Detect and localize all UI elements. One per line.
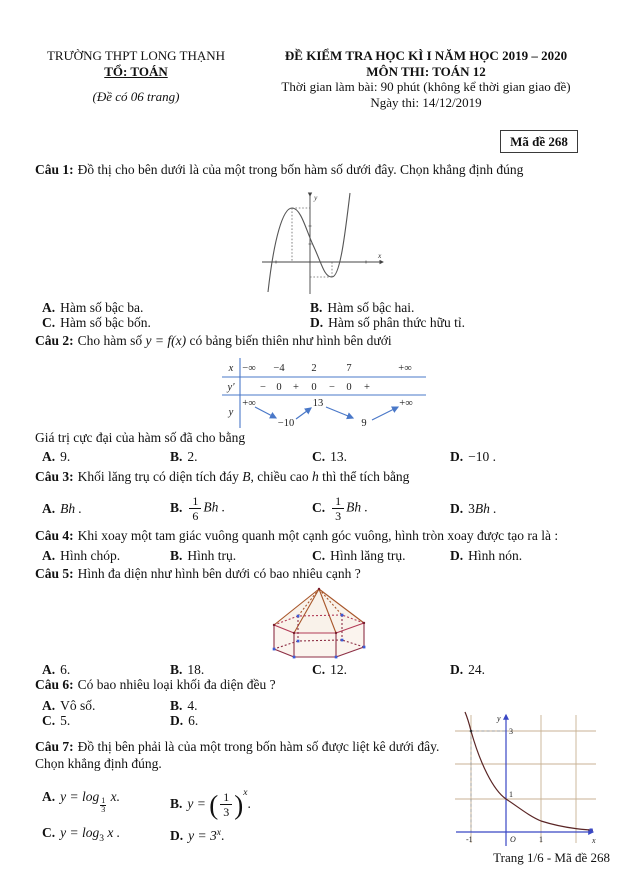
- svg-text:−: −: [329, 382, 335, 393]
- header-right: [240, 48, 612, 110]
- svg-text:+: +: [364, 382, 370, 393]
- q2-text: Câu 2: Cho hàm số y = f(x) có bảng biến thiên như hình bên dưới: [35, 333, 392, 348]
- log-base-fraction: $\frac{1}{3}$: [101, 796, 106, 814]
- q2-option-b: B. 2.: [170, 449, 198, 464]
- table-row-x-label: x: [228, 363, 234, 374]
- exam-date: Ngày thi: 14/12/2019: [370, 94, 482, 110]
- svg-text:0: 0: [311, 382, 317, 393]
- q6-options: [42, 699, 198, 728]
- svg-text:0: 0: [346, 382, 352, 393]
- q4-option-b: B. Hình trụ.: [170, 548, 237, 563]
- q1-yaxis-label: y: [314, 193, 318, 202]
- q5-option-b: B. 18.: [170, 662, 205, 677]
- q5-option-a: A. 6.: [42, 662, 71, 677]
- q7-options-row1: [42, 783, 251, 821]
- q6-option-d: D. 6.: [170, 712, 199, 728]
- q5-polyhedron-figure: [267, 585, 373, 663]
- q3-option-c: C. $\frac{1}{3}$ Bh .: [312, 494, 368, 523]
- exam-title: ĐỀ KIỂM TRA HỌC KÌ I NĂM HỌC 2019 – 2020: [284, 48, 568, 63]
- q4-option-a: A. Hình chóp.: [42, 548, 121, 563]
- q2-math: y = f(x): [145, 333, 187, 348]
- q7-option-a: A. y = log $\frac{1}{3}$ x.: [42, 789, 120, 814]
- exam-code-box: Mã đề 268: [500, 130, 578, 153]
- q1-option-d: D. Hàm số phân thức hữu tỉ.: [310, 314, 465, 330]
- q4-text: Câu 4: Khi xoay một tam giác vuông quanh một cạnh góc vuông, hình tròn xoay được tạo ra là :: [35, 528, 559, 543]
- svg-text:13: 13: [312, 398, 324, 409]
- department: TỔ: TOÁN: [104, 63, 168, 79]
- table-arrows: [255, 407, 398, 420]
- q5-option-d: D. 24.: [450, 662, 485, 677]
- q1-options: [42, 301, 465, 330]
- q1-xaxis-label: x: [378, 251, 382, 260]
- q6-label: Câu 6:: [35, 677, 74, 692]
- q1-text: [35, 162, 607, 179]
- q5-option-c: C. 12.: [312, 662, 347, 677]
- svg-text:+∞: +∞: [242, 398, 256, 409]
- right-paren: ): [234, 789, 244, 820]
- q1-label: Câu 1:: [35, 162, 74, 177]
- exam-subject: MÔN THI: TOÁN 12: [366, 63, 486, 79]
- grid-lines: [455, 715, 596, 843]
- q4-options: [42, 549, 522, 564]
- q7-option-c: C. $y = \log_3 x$ .: [42, 825, 121, 844]
- svg-text:−∞: −∞: [242, 363, 256, 374]
- exam-duration: Thời gian làm bài: 90 phút (không kể thời gian giao đề): [281, 79, 571, 94]
- q6-option-c: C. 5.: [42, 712, 71, 728]
- graph-y-label: y: [497, 714, 501, 723]
- svg-text:+∞: +∞: [398, 363, 412, 374]
- svg-text:7: 7: [346, 363, 352, 374]
- table-row-y-label: y: [228, 407, 234, 418]
- q4-label: Câu 4:: [35, 528, 74, 543]
- q2-label: Câu 2:: [35, 333, 74, 348]
- school-name: TRƯỜNG THPT LONG THẠNH: [46, 48, 225, 63]
- q3-text: Câu 3: Khối lăng trụ có diện tích đáy B, chiều cao h thì thể tích bằng: [35, 469, 410, 484]
- q7-option-d: D. $y = 3^x$.: [170, 828, 225, 843]
- graph-y1-label: 1: [509, 790, 513, 799]
- graph-x-label: x: [592, 836, 596, 845]
- q2-option-c: C. 13.: [312, 449, 347, 464]
- q7-label: Câu 7:: [35, 739, 74, 754]
- q6-option-a: A. Vô số.: [42, 698, 96, 713]
- left-paren: (: [209, 789, 219, 820]
- q6-option-b: B. 4.: [170, 698, 198, 713]
- graph-origin-label: O: [510, 835, 516, 844]
- q1-cubic-graph: [256, 190, 388, 298]
- svg-text:2: 2: [311, 363, 317, 374]
- graph-xm1-label: -1: [466, 835, 473, 844]
- header-left: [38, 48, 234, 105]
- graph-y3-label: 3: [509, 727, 513, 736]
- q3-option-d: D. 3Bh .: [450, 500, 497, 516]
- q7-exponential-graph: [453, 711, 598, 849]
- q1-option-b: B. Hàm số bậc hai.: [310, 300, 415, 315]
- q6-text: Câu 6: Có bao nhiêu loại khối đa diện đều ?: [35, 677, 276, 692]
- q3-label: Câu 3:: [35, 469, 74, 484]
- svg-text:−: −: [260, 382, 266, 393]
- page-footer: Trang 1/6 - Mã đề 268: [493, 850, 610, 865]
- q4-option-d: D. Hình nón.: [450, 548, 523, 563]
- q7-text: Câu 7: Đồ thị bên phải là của một trong bốn hàm số được liệt kê dưới đây. Chọn khẳng định đúng.: [35, 739, 440, 771]
- svg-text:+∞: +∞: [399, 398, 413, 409]
- q2-option-d: D. −10 .: [450, 449, 496, 464]
- q2-option-a: A. 9.: [42, 449, 71, 464]
- fraction: $\frac{1}{6}$: [189, 495, 201, 522]
- fraction: $\frac{1}{3}$: [220, 791, 232, 818]
- q1-option-a: A. Hàm số bậc ba.: [42, 300, 144, 315]
- svg-text:9: 9: [361, 418, 367, 429]
- svg-text:+: +: [293, 382, 299, 393]
- q2-options: [42, 450, 496, 465]
- graph-x1-label: 1: [539, 835, 543, 844]
- q1-option-c: C. Hàm số bậc bốn.: [42, 314, 151, 330]
- q3-option-a: A. Bh .: [42, 500, 82, 516]
- q7-option-b: B. y = ( $\frac{1}{3}$ )$^x$.: [170, 787, 251, 820]
- q3-option-b: B. $\frac{1}{6}$ Bh .: [170, 494, 226, 523]
- q5-label: Câu 5:: [35, 566, 74, 581]
- q4-option-c: C. Hình lăng trụ.: [312, 548, 406, 563]
- pages-note: (Đề có 06 trang): [92, 89, 180, 104]
- svg-text:−4: −4: [273, 363, 285, 374]
- svg-text:−10: −10: [277, 418, 295, 429]
- exponential-curve: [465, 712, 593, 830]
- q5-options: [42, 663, 485, 678]
- q5-text: Câu 5: Hình đa diện như hình bên dưới có bao nhiêu cạnh ?: [35, 566, 361, 581]
- q7-options-row2: [42, 826, 224, 847]
- fraction: $\frac{1}{3}$: [332, 495, 344, 522]
- svg-text:0: 0: [276, 382, 282, 393]
- q3-options: [42, 492, 497, 526]
- q2-question: Giá trị cực đại của hàm số đã cho bằng: [35, 430, 246, 445]
- table-row-yprime-label: y': [227, 382, 235, 393]
- q2-variation-table: [222, 357, 427, 429]
- q1-question: Đồ thị cho bên dưới là của một trong bốn hàm số dưới đây. Chọn khẳng định đúng: [77, 162, 524, 177]
